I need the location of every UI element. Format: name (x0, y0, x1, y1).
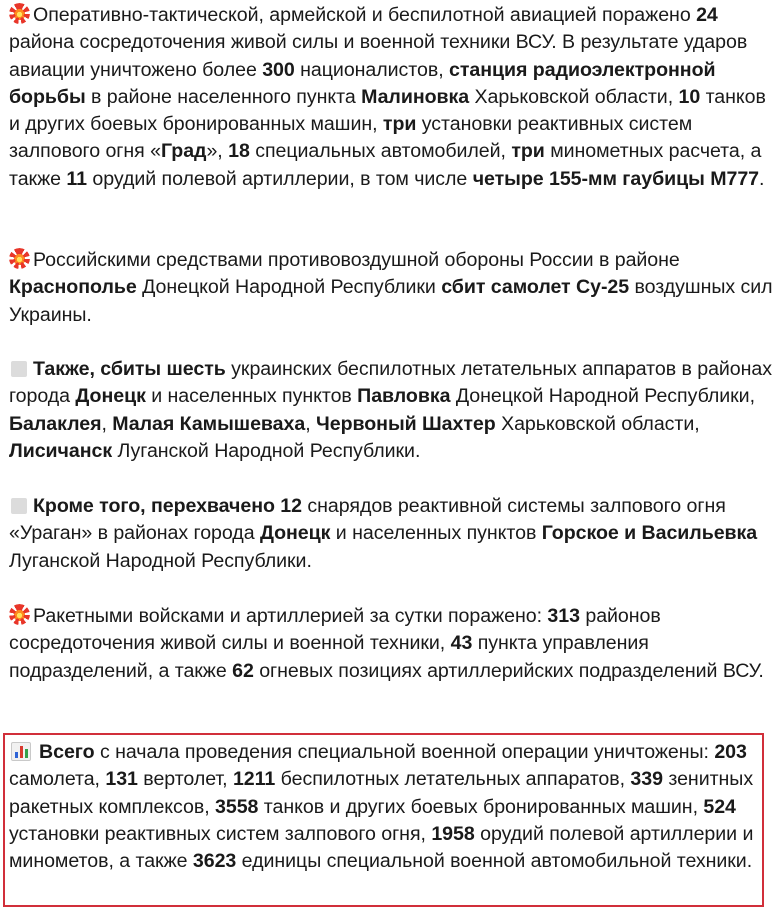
text-run: единицы специальной военной автомобильной техники. (236, 850, 753, 873)
bold-text: 3623 (192, 850, 237, 873)
bold-text: 313 (547, 605, 580, 627)
bold-text: 203 (714, 741, 747, 763)
text-run: минометных расчета, а также (9, 140, 762, 190)
bold-text: 62 (232, 659, 254, 682)
bold-text: 3558 (215, 795, 259, 818)
bold-text: 43 (450, 632, 473, 655)
paragraph-aviation-strikes (9, 2, 779, 193)
bold-text: Балаклея (9, 412, 102, 435)
text-run: орудий полевой артиллерии и минометов, а также (9, 822, 754, 873)
bold-text: 524 (703, 795, 736, 818)
explosion-icon (9, 4, 31, 24)
text-run: », (206, 140, 229, 163)
bold-text: Малиновка (361, 85, 470, 108)
bold-text: Червоный Шахтер (316, 412, 496, 435)
text-run: Российскими средствами противовоздушной обороны России в районе (33, 249, 680, 271)
text-run: и населенных пунктов (145, 385, 358, 408)
text-run: Донецкой Народной Республики (136, 276, 442, 299)
bold-text: 1211 (232, 768, 276, 791)
text-run: Ракетными войсками и артиллерией за сутки поражено: (33, 605, 548, 627)
bold-text: Краснополье (9, 276, 137, 299)
paragraph-missile-artillery (9, 603, 779, 685)
text-run: огневых позициях артиллерийских подразделений ВСУ. (253, 659, 764, 682)
bold-text: 11 (66, 167, 87, 190)
bold-text: три (511, 140, 545, 163)
text-run: пункта управления подразделений, а также (9, 632, 649, 682)
bold-text: три (382, 113, 417, 136)
text-run: и населенных пунктов (330, 522, 542, 545)
text-run: установки реактивных систем залпового огня, (9, 822, 432, 845)
text-run: Донецкой Народной Республики, (450, 385, 755, 408)
text-run: , (101, 412, 113, 435)
text-run: националистов, (294, 58, 450, 81)
text-run: самолета, (9, 768, 106, 791)
text-run: с начала проведения специальной военной операции уничтожены: (94, 741, 715, 763)
text-run: снарядов реактивной системы залпового огня «Ураган» в районах города (9, 495, 726, 545)
bold-text: Всего (39, 741, 95, 763)
bold-text: 1958 (431, 822, 475, 845)
grey-square-icon (11, 361, 27, 377)
explosion-icon (9, 605, 31, 625)
text-run: танков и других боевых бронированных машин, (258, 795, 704, 818)
bold-text: Также, сбиты шесть (33, 358, 226, 380)
bold-text: 24 (696, 4, 718, 26)
bold-text: Донецк (259, 522, 331, 545)
paragraph-rockets-intercepted (9, 493, 779, 575)
bold-text: 10 (678, 85, 701, 108)
bold-text: 339 (630, 768, 663, 791)
bold-text: Лисичанск (9, 439, 113, 462)
text-run: Луганской Народной Республики. (112, 439, 421, 462)
bold-text: Град (160, 140, 207, 163)
bold-text: Донецк (75, 385, 146, 408)
bold-text: станция радиоэлектронной борьбы (9, 58, 716, 108)
text-run: украинских беспилотных летательных аппаратов в районах города (9, 358, 773, 408)
text-run: установки реактивных систем залпового огня « (9, 113, 693, 163)
text-run: танков и других боевых бронированных машин, (9, 85, 766, 136)
text-run: Оперативно-тактической, армейской и беспилотной авиацией поражено (33, 4, 697, 26)
paragraph-totals (9, 739, 779, 875)
text-run: Луганской Народной Республики. (9, 549, 312, 572)
text-run: воздушных сил Украины. (9, 276, 773, 326)
text-run: . (759, 167, 765, 190)
bold-text: Малая Камышеваха (112, 412, 306, 435)
bold-text: Горское и Васильевка (541, 522, 758, 545)
text-run: специальных автомобилей, (249, 140, 512, 163)
paragraph-air-defense (9, 247, 779, 329)
bold-text: сбит самолет Су-25 (441, 276, 630, 299)
bold-text: 300 (262, 58, 295, 81)
bold-text: 18 (228, 140, 250, 163)
text-run: Харьковской области, (495, 412, 700, 435)
bold-text: 131 (105, 768, 138, 791)
text-run: в районе населенного пункта (85, 85, 362, 108)
text-run: Харьковской области, (469, 85, 679, 108)
bold-text: Павловка (357, 385, 451, 408)
text-run: , (305, 412, 317, 435)
explosion-icon (9, 249, 31, 269)
text-run: орудий полевой артиллерии, в том числе (87, 167, 473, 190)
text-run: района сосредоточения живой силы и военной техники ВСУ. В результате ударов авиации уничтожено более (9, 31, 748, 81)
bold-text: Кроме того, перехвачено 12 (33, 495, 302, 517)
text-run: беспилотных летательных аппаратов, (275, 768, 631, 791)
paragraph-drones-downed (9, 356, 779, 465)
bold-text: четыре 155-мм гаубицы М777 (472, 167, 760, 190)
grey-square-icon (11, 498, 27, 514)
text-run: зенитных ракетных комплексов, (9, 768, 754, 818)
bar-chart-icon (11, 742, 31, 761)
text-run: районов сосредоточения живой силы и военной техники, (9, 605, 661, 655)
text-run: вертолет, (137, 768, 233, 791)
